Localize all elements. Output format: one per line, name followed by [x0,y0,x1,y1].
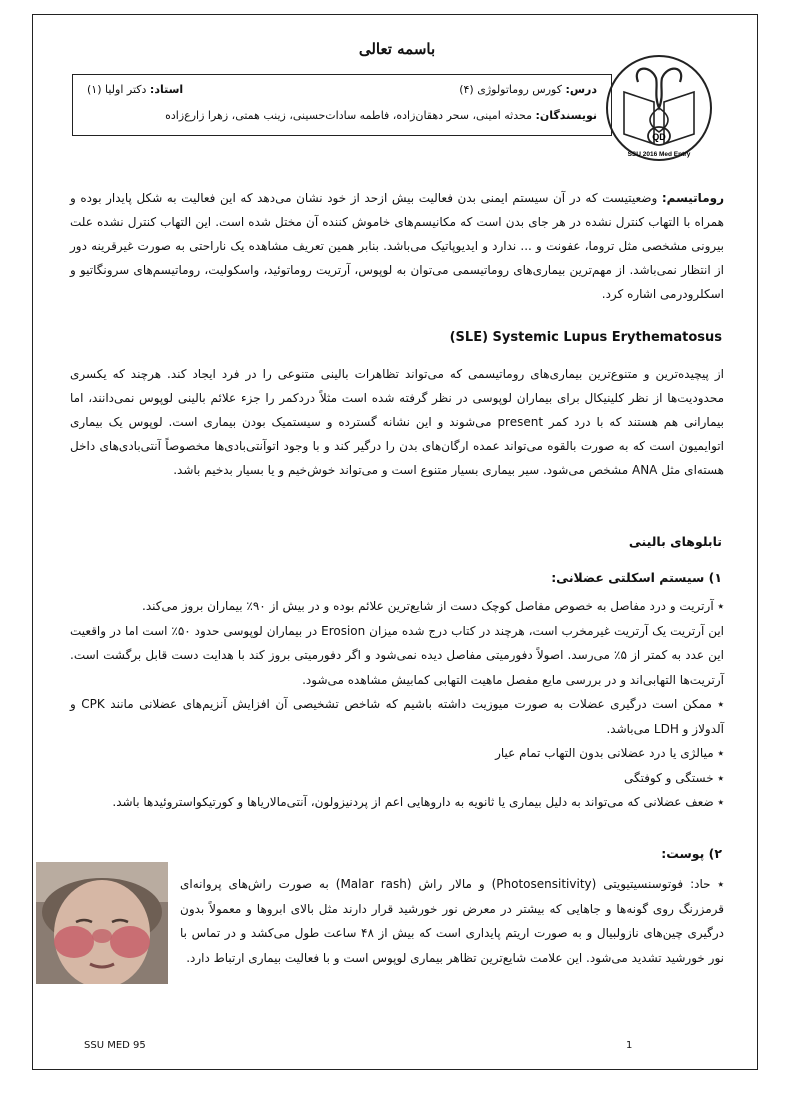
msk-heading: ۱) سیستم اسکلتی عضلانی: [551,570,722,585]
sle-heading: (SLE) Systemic Lupus Erythematosus [449,330,722,345]
course-value: کورس روماتولوژی (۴) [459,83,562,96]
course-line [459,83,597,96]
course-label: درس: [565,83,597,96]
malar-rash-photo [36,862,168,984]
logo-caption: SSU 2016 Med Entry [627,151,691,158]
teacher-label: استاد: [149,83,184,96]
course-header [72,74,612,136]
msk-paragraph: ٭ ضعف عضلانی که می‌تواند به دلیل بیماری یا ثانویه به داروهایی اعم از پردنیزولون، آنتی‌مالاریاها و کورتیکواستروئیدها باشد. [112,795,724,809]
intro-paragraph [70,186,724,306]
msk-paragraph: این آرتریت یک آرتریت غیرمخرب است، هرچند در کتاب درج شده میزان Erosion در بیماران لوپوسی حدود ۵۰٪ است اما در واقعیت این عدد به کمتر از ۵٪ می‌رسد. اصولاً دفورمیتی مفاصل دیده نمی‌شود و اگر دفورمیتی بروز کند با هدایت دست قابل برگشت است. آرتریت‌ها التهابی‌اند و در بررسی مایع مفصل ماهیت التهابی کمابیش مشاهده می‌شود. [70,623,725,687]
authors-line [165,109,597,122]
teacher-line [87,83,183,96]
msk-paragraph: ٭ میالژی یا درد عضلانی بدون التهاب تمام عیار [495,746,724,760]
msk-paragraph: ٭ ممکن است درگیری عضلات به صورت میوزیت داشته باشیم که شاخص تشخیصی آن افزایش آنزیم‌های عضلانی مانند CPK و آلدولاز و LDH می‌باشد. [70,697,725,736]
msk-section [70,594,724,815]
basmala-title: باسمه تعالی [358,40,436,58]
teacher-value: دکتر اولیا (۱) [87,83,147,96]
skin-heading: ۲) پوست: [661,846,722,861]
skin-paragraph: ٭ حاد: فوتوسنسیتیویتی (Photosensitivity) و مالار راش (Malar rash) به صورت راش‌های پروانه‌ای قرمزرنگ روی گونه‌ها و جاهایی که بیشتر در معرض نور خورشید قرار دارند مثل بالای ابروها و معمولاً بدون درگیری چین‌های نازولبیال و به صورت اریتم پایداری است که بیش از ۴۸ ساعت طول می‌کشد و در تماس با نور خورشید تشدید می‌شود. این علامت شایع‌ترین تظاهر بیماری لوپوس است و با فعالیت بیماری ارتباط دارد. [180,877,725,965]
page-number: 1 [626,1040,633,1051]
msk-paragraph: ٭ خستگی و کوفتگی [623,770,724,785]
intro-term: روماتیسم: [661,191,724,205]
intro-text: وضعیتیست که در آن سیستم ایمنی بدن فعالیت بیش ازحد از خود نشان می‌دهد که این فعالیت به شکل پایدار بوده و همراه با التهاب کنترل نشده در هر جای بدن است که مکانیسم‌های خاموش کننده آن مختل شده است. این التهاب کنترل نشده علت بیرونی مشخصی مثل تروما، عفونت و ... ندارد و ایدیوپاتیک می‌باشد. بنابر همین تعریف مشاهده یک ناراحتی به صورت غیرقرینه دور از انتظار نمی‌باشد. از مهم‌ترین بیماری‌های روماتیسمی می‌توان به لوپوس، آرتریت روماتوئید، واسکولیت، روماتیسم‌های سرونگاتیو و اسکلرودرمی اشاره کرد. [70,191,724,301]
footer-label: SSU MED 95 [84,1040,146,1051]
authors-value: محدثه امینی، سحر دهقان‌زاده، فاطمه سادات‌حسینی، زینب همتی، زهرا زارع‌زاده [165,109,532,122]
med-entry-logo [602,52,716,172]
svg-text:QD: QD [652,132,666,142]
clinical-heading: تابلوهای بالینی [628,534,722,549]
msk-paragraph: ٭ آرتریت و درد مفاصل به خصوص مفاصل کوچک دست از شایع‌ترین علائم بوده و در بیش از ۹۰٪ بیماران بروز می‌کند. [142,599,724,613]
authors-label: نویسندگان: [535,109,597,122]
sle-paragraph: از پیچیده‌ترین و متنوع‌ترین بیماری‌های روماتیسمی که می‌تواند تظاهرات بالینی متنوعی را در فرد ایجاد کند. هرچند که یکسری محدودیت‌ها از نظر کلینیکال برای بیماران لوپوسی در نظر گرفته شده است مثلاً دردکمر را جزء علائم بالینی لوپوس نمی‌دانند، اما بیمارانی هم هستند که با درد کمر present می‌شوند و این نشانه گسترده و سیستمیک بودن بیماری است. لوپوس یک بیماری اتوایمیون است که به صورت بالقوه می‌تواند عمده ارگان‌های بدن را درگیر کند و با وجود اتوآنتی‌بادی‌ها مخصوصاً آنتی‌بادی‌های داخل هسته‌ای مثل ANA مشخص می‌شود. سیر بیماری بسیار متنوع است و می‌تواند خوش‌خیم و یا بسیار بدخیم باشد. [70,367,724,477]
